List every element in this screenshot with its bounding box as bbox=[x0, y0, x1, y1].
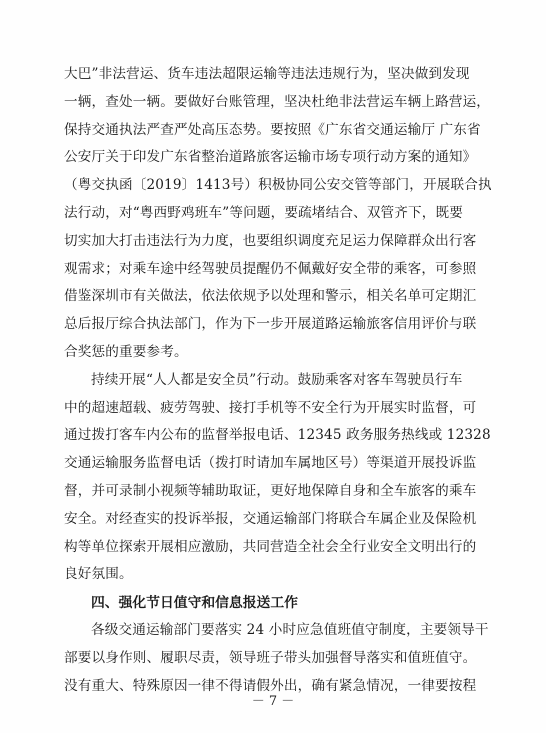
text-line: 法行动，对“粤西野鸡班车”等问题，要疏堵结合、双管齐下，既要 bbox=[64, 204, 464, 221]
text-line: 切实加大打击违法行为力度，也要组织调度充足运力保障群众出行客 bbox=[64, 232, 477, 249]
document-body bbox=[64, 61, 494, 701]
text-line: 观需求；对乘车途中经驾驶员提醒仍不佩戴好安全带的乘客，可参照 bbox=[64, 260, 477, 277]
text-line: 一辆，查处一辆。要做好台账管理，坚决杜绝非法营运车辆上路营运， bbox=[64, 93, 491, 110]
text-line: 中的超速超载、疲劳驾驶、接打手机等不安全行为开展实时监督，可 bbox=[64, 399, 477, 416]
text-line: 合奖惩的重要参考。 bbox=[64, 343, 188, 360]
text-line: 通过拨打客车内公布的监督举报电话、12345 政务服务热线或 12328 bbox=[64, 427, 491, 444]
text-line: （粤交执函〔2019〕1413号）积极协同公安交管等部门，开展联合执 bbox=[64, 177, 492, 194]
text-line: 借鉴深圳市有关做法，依法依规予以处理和警示，相关名单可定期汇 bbox=[64, 288, 477, 305]
paragraph-safety-officer-campaign bbox=[64, 367, 494, 589]
paragraph-duty-system bbox=[64, 617, 494, 700]
text-line-first: 持续开展“人人都是安全员”行动。鼓励乘客对客车驾驶员行车 bbox=[91, 371, 463, 388]
text-line: 保持交通执法严查严处高压态势。要按照《广东省交通运输厅 广东省 bbox=[64, 121, 481, 138]
text-line: 督，并可录制小视频等辅助取证，更好地保障自身和全车旅客的乘车 bbox=[64, 482, 477, 499]
text-line: 总后报厅综合执法部门，作为下一步开展道路运输旅客信用评价与联 bbox=[64, 316, 477, 333]
paragraph-law-enforcement bbox=[64, 61, 494, 367]
text-line: 公安厅关于印发广东省整治道路旅客运输市场专项行动方案的通知》 bbox=[64, 149, 477, 166]
text-line: 没有重大、特殊原因一律不得请假外出，确有紧急情况，一律要按程 bbox=[64, 677, 477, 694]
text-line: 良好氛围。 bbox=[64, 566, 133, 583]
text-line: 交通运输服务监督电话（拨打时请加车属地区号）等渠道开展投诉监 bbox=[64, 455, 477, 472]
text-line: 大巴”非法营运、货车违法超限运输等违法违规行为，坚决做到发现 bbox=[64, 66, 470, 82]
text-line: 构等单位探索开展相应激励，共同营造全社会全行业安全文明出行的 bbox=[64, 538, 477, 555]
text-line: 安全。对经查实的投诉举报，交通运输部门将联合车属企业及保险机 bbox=[64, 510, 477, 527]
section-heading: 四、强化节日值守和信息报送工作 bbox=[91, 595, 298, 612]
text-line-first: 各级交通运输部门要落实 24 小时应急值班值守制度，主要领导干 bbox=[91, 622, 489, 639]
page-number: － 7 － bbox=[251, 694, 295, 709]
text-line: 部要以身作则、履职尽责，领导班子带头加强督导落实和值班值守。 bbox=[64, 649, 477, 666]
